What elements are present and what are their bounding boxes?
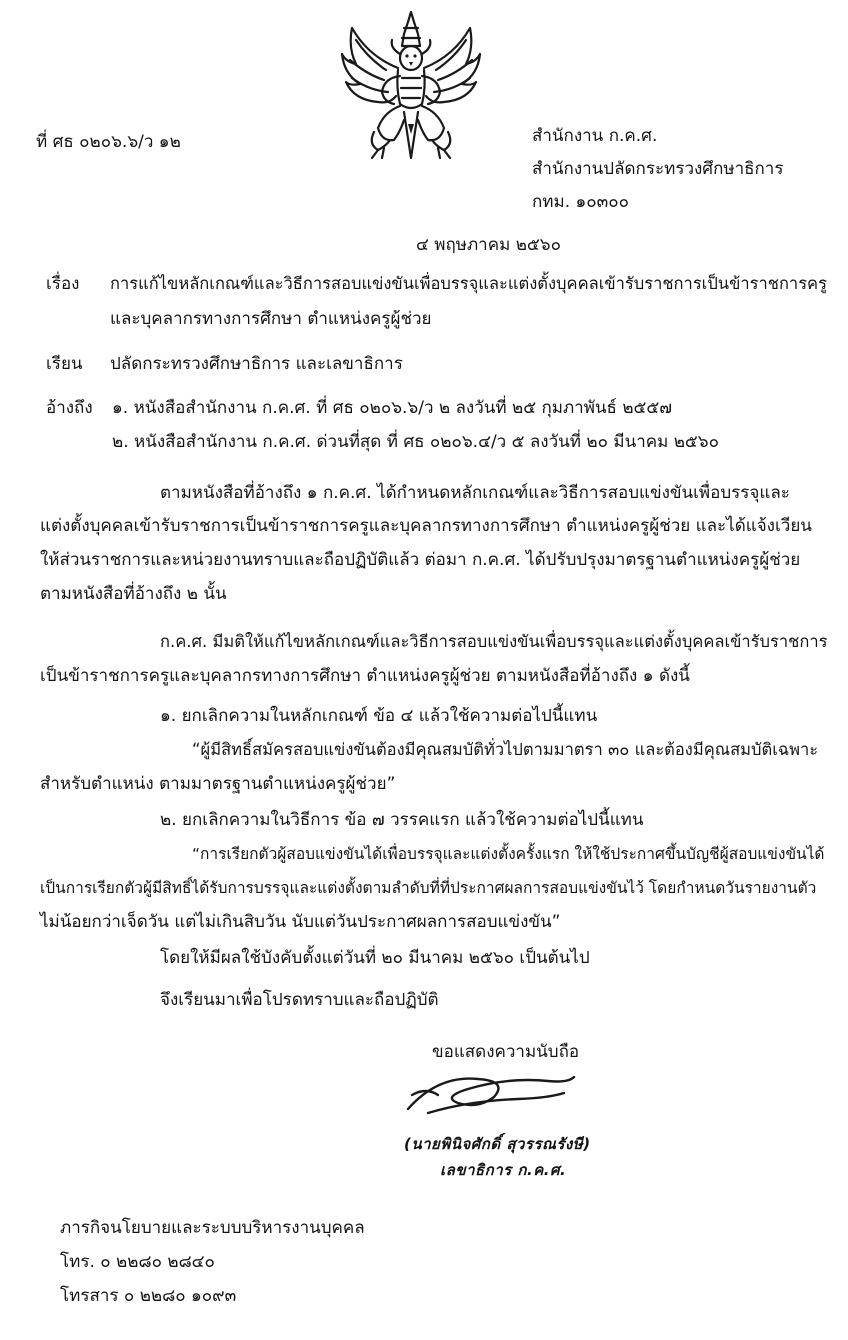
subject-line: การแก้ไขหลักเกณฑ์และวิธีการสอบแข่งขันเพื่อบรรจุและแต่งตั้งบุคคลเข้ารับราชการเป็นข้าราชการครู: [110, 274, 827, 293]
closing-text: ขอแสดงความนับถือ: [432, 1042, 580, 1062]
body-line: เป็นข้าราชการครูและบุคลากรทางการศึกษา ตำแหน่งครูผู้ช่วย ตามหนังสือที่อ้างถึง ๑ ดังนี้: [40, 666, 690, 686]
subject-line: และบุคลากรทางการศึกษา ตำแหน่งครูผู้ช่วย: [110, 309, 432, 329]
body-line: เป็นการเรียกตัวผู้มีสิทธิ์ได้รับการบรรจุและแต่งตั้งตามลำดับที่ที่ประกาศผลการสอบแข่งขันไว้ โดยกำหนดวันรายงานตัว: [40, 879, 817, 897]
office-department: สำนักงานปลัดกระทรวงศึกษาธิการ: [532, 159, 784, 179]
reference-item: ๒. หนังสือสำนักงาน ก.ค.ศ. ด่วนที่สุด ที่ ศธ ๐๒๐๖.๔/ว ๕ ลงวันที่ ๒๐ มีนาคม ๒๕๖๐: [112, 432, 719, 452]
body-line: ๑. ยกเลิกความในหลักเกณฑ์ ข้อ ๔ แล้วใช้ความต่อไปนี้แทน: [160, 706, 598, 726]
body-line: ตามหนังสือที่อ้างถึง ๑ ก.ค.ศ. ได้กำหนดหลักเกณฑ์และวิธีการสอบแข่งขันเพื่อบรรจุและ: [160, 483, 790, 503]
subject-label: เรื่อง: [46, 274, 80, 294]
body-line: ตามหนังสือที่อ้างถึง ๒ นั้น: [40, 584, 227, 604]
garuda-emblem-icon: [338, 8, 484, 164]
signatory-title: เลขาธิการ ก.ค.ศ.: [440, 1161, 567, 1179]
reference-label: อ้างถึง: [46, 398, 93, 418]
recipient-label: เรียน: [46, 354, 83, 374]
body-line: จึงเรียนมาเพื่อโปรดทราบและถือปฏิบัติ: [160, 990, 439, 1010]
body-line: “การเรียกตัวผู้สอบแข่งขันได้เพื่อบรรจุและแต่งตั้งครั้งแรก ให้ใช้ประกาศขึ้นบัญชีผู้สอบแข่งขันได้: [192, 845, 825, 863]
letter-date: ๔ พฤษภาคม ๒๕๖๐: [416, 235, 561, 255]
body-line: ไม่น้อยกว่าเจ็ดวัน แต่ไม่เกินสิบวัน นับแต่วันประกาศผลการสอบแข่งขัน”: [40, 912, 561, 932]
body-line: สำหรับตำแหน่ง ตามมาตรฐานตำแหน่งครูผู้ช่วย”: [40, 774, 396, 794]
signatory-name: (นายพินิจศักดิ์ สุวรรณรังษี): [404, 1135, 591, 1153]
body-line: ให้ส่วนราชการและหน่วยงานทราบและถือปฏิบัติแล้ว ต่อมา ก.ค.ศ. ได้ปรับปรุงมาตรฐานตำแหน่งครูผู้ช่วย: [40, 550, 801, 570]
body-line: โดยให้มีผลใช้บังคับตั้งแต่วันที่ ๒๐ มีนาคม ๒๕๖๐ เป็นต้นไป: [160, 948, 590, 968]
recipient-text: ปลัดกระทรวงศึกษาธิการ และเลขาธิการ: [110, 354, 403, 374]
document-number: ที่ ศธ ๐๒๐๖.๖/ว ๑๒: [36, 132, 181, 152]
reference-item: ๑. หนังสือสำนักงาน ก.ค.ศ. ที่ ศธ ๐๒๐๖.๖/ว ๒ ลงวันที่ ๒๕ กุมภาพันธ์ ๒๕๕๗: [112, 398, 673, 418]
body-line: แต่งตั้งบุคคลเข้ารับราชการเป็นข้าราชการครูและบุคลากรทางการศึกษา ตำแหน่งครูผู้ช่วย และได้แจ้งเวียน: [40, 516, 812, 536]
office-address: กทม. ๑๐๓๐๐: [532, 192, 630, 212]
body-line: ก.ค.ศ. มีมติให้แก้ไขหลักเกณฑ์และวิธีการสอบแข่งขันเพื่อบรรจุและแต่งตั้งบุคคลเข้ารับราชการ: [160, 632, 828, 651]
body-line: “ผู้มีสิทธิ์สมัครสอบแข่งขันต้องมีคุณสมบัติทั่วไปตามมาตรา ๓๐ และต้องมีคุณสมบัติเฉพาะ: [192, 740, 819, 759]
signature-icon: [398, 1065, 578, 1125]
footer-fax: โทรสาร ๐ ๒๒๘๐ ๑๐๙๓: [60, 1286, 237, 1306]
office-name: สำนักงาน ก.ค.ศ.: [532, 126, 658, 146]
footer-phone: โทร. ๐ ๒๒๘๐ ๒๘๔๐: [60, 1252, 215, 1272]
footer-department: ภารกิจนโยบายและระบบบริหารงานบุคคล: [60, 1218, 365, 1238]
body-line: ๒. ยกเลิกความในวิธีการ ข้อ ๗ วรรคแรก แล้วใช้ความต่อไปนี้แทน: [160, 810, 644, 830]
